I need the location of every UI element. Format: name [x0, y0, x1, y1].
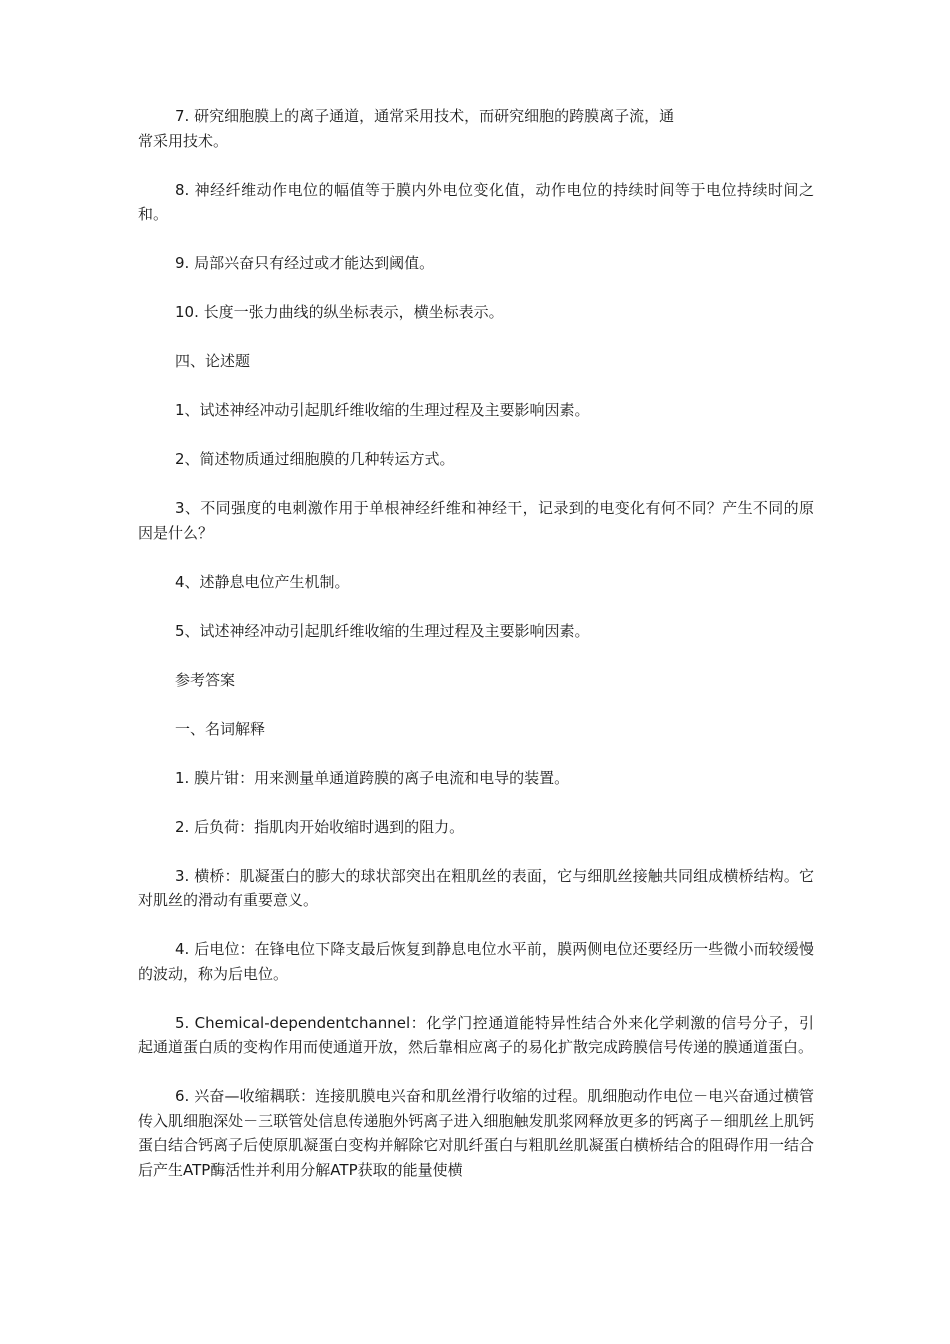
answer-6: 6. 兴奋—收缩耦联：连接肌膜电兴奋和肌丝滑行收缩的过程。肌细胞动作电位－电兴奋通过横管传入肌细胞深处－三联管处信息传递胞外钙离子进入细胞触发肌浆网释放更多的钙离子－细肌丝上肌钙蛋白结合钙离子后使原肌凝蛋白变构并解除它对肌纤蛋白与粗肌丝肌凝蛋白横桥结合的阻碍作用一结合后产生ATP酶活性并利用分解ATP获取的能量使横 [138, 1087, 814, 1179]
essay-question-3: 3、不同强度的电刺激作用于单根神经纤维和神经干，记录到的电变化有何不同？产生不同的原因是什么？ [138, 499, 814, 542]
essay-question-5: 5、试述神经冲动引起肌纤维收缩的生理过程及主要影响因素。 [175, 621, 590, 640]
question-8: 8. 神经纤维动作电位的幅值等于膜内外电位变化值，动作电位的持续时间等于电位持续时间之和。 [138, 180, 814, 223]
document-page [138, 104, 814, 1207]
essay-question-4: 4、述静息电位产生机制。 [175, 572, 350, 591]
answer-3: 3. 横桥：肌凝蛋白的膨大的球状部突出在粗肌丝的表面，它与细肌丝接触共同组成横桥结构。它对肌丝的滑动有重要意义。 [138, 866, 814, 909]
answer-4: 4. 后电位：在锋电位下降支最后恢复到静息电位水平前，膜两侧电位还要经历一些微小而较缓慢的波动，称为后电位。 [138, 940, 814, 983]
answers-heading: 参考答案 [175, 670, 236, 689]
essay-question-1: 1、试述神经冲动引起肌纤维收缩的生理过程及主要影响因素。 [175, 401, 590, 419]
question-7: 7. 研究细胞膜上的离子通道，通常采用技术，而研究细胞的跨膜离子流，通 常采用技术。 [138, 107, 675, 150]
answer-2: 2. 后负荷：指肌肉开始收缩时遇到的阻力。 [175, 817, 465, 836]
question-10: 10. 长度一张力曲线的纵坐标表示，横坐标表示。 [175, 303, 504, 321]
section-heading-definitions: 一、名词解释 [175, 719, 266, 738]
question-9: 9. 局部兴奋只有经过或才能达到阈值。 [175, 254, 435, 272]
section-heading-essay: 四、论述题 [175, 352, 251, 370]
essay-question-2: 2、简述物质通过细胞膜的几种转运方式。 [175, 450, 455, 468]
answer-5: 5. Chemical-dependentchannel：化学门控通道能特异性结合外来化学刺激的信号分子，引起通道蛋白质的变构作用而使通道开放，然后靠相应离子的易化扩散完成跨膜信号传递的膜通道蛋白。 [138, 1013, 814, 1056]
answer-1: 1. 膜片钳：用来测量单通道跨膜的离子电流和电导的装置。 [175, 768, 570, 787]
